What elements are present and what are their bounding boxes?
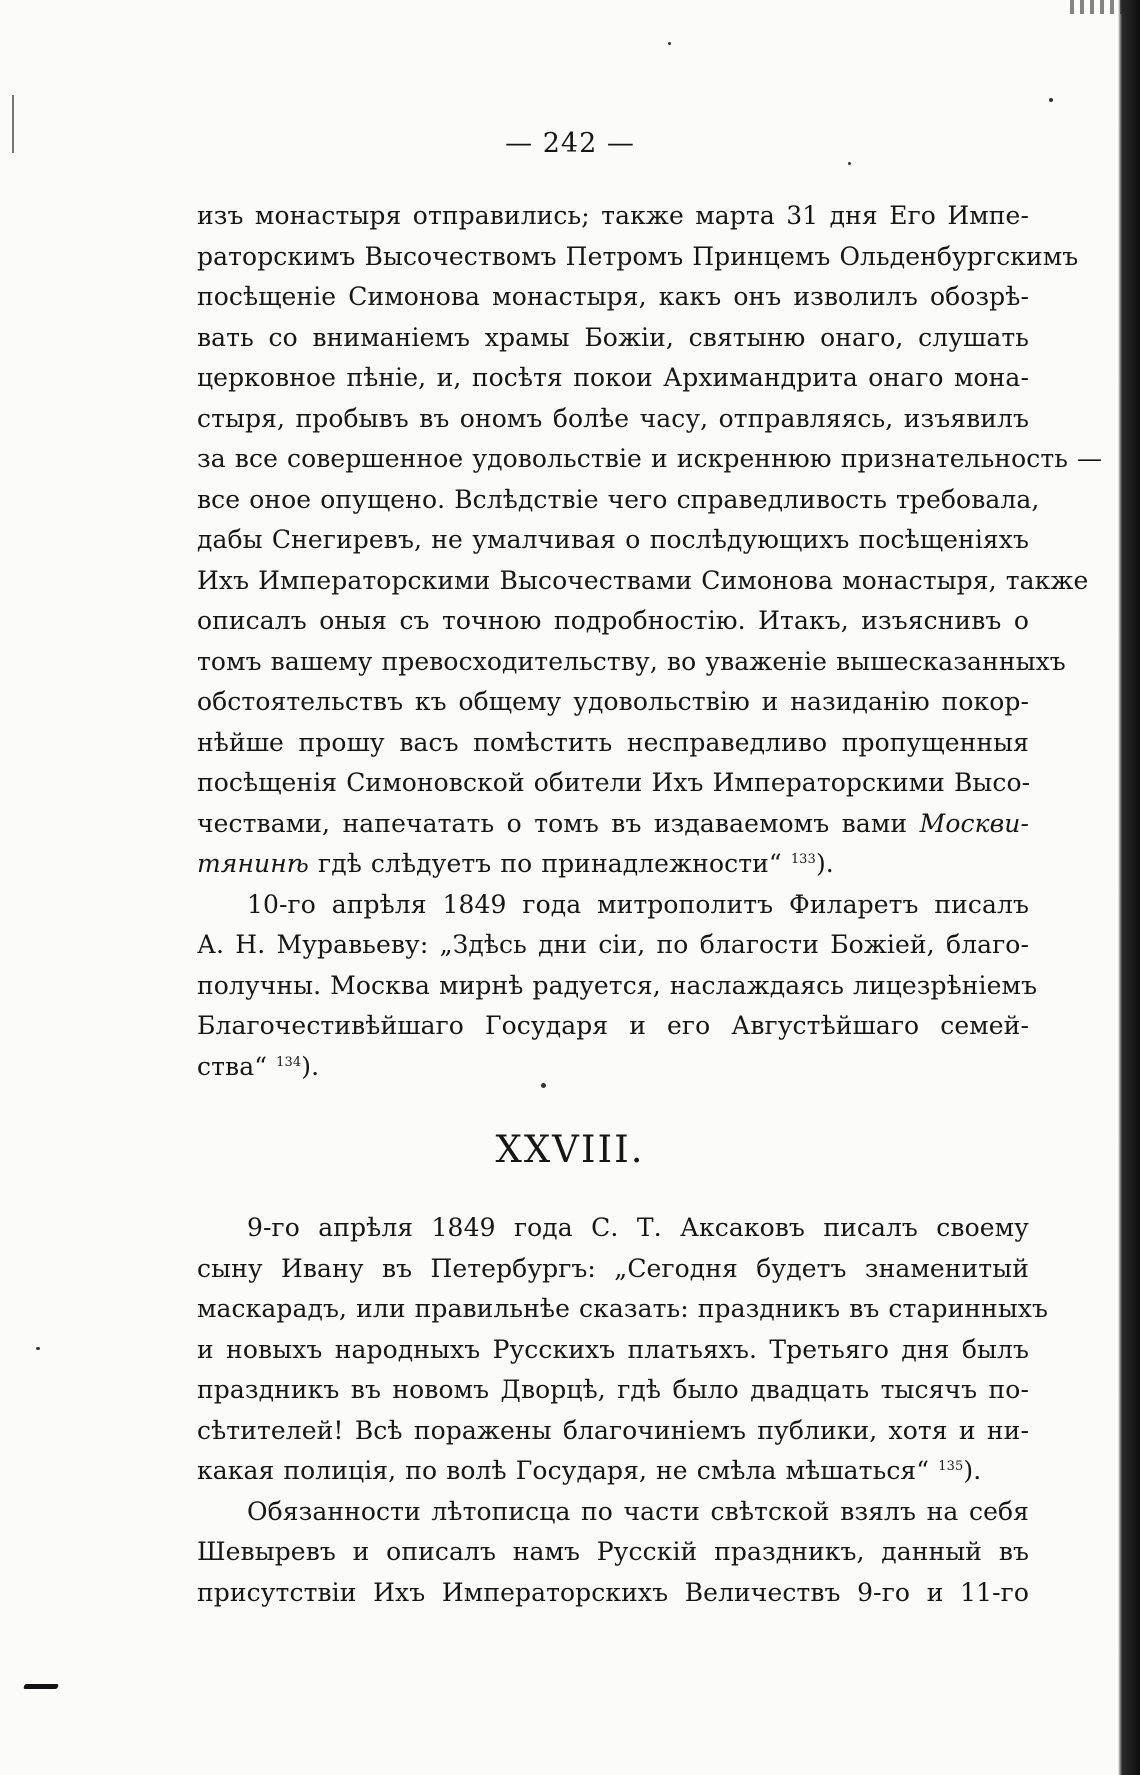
page-number: — 242 — — [505, 128, 635, 159]
text-run: гдѣ слѣдуетъ по принадлежности“ — [308, 849, 791, 878]
text-line: изъ монастыря отправились; также марта 31 дня Его Импе- — [197, 201, 1029, 230]
text-line: вать со вниманіемъ храмы Божіи, святыню онаго, слушать — [197, 322, 1029, 352]
text-line: Шевыревъ и описалъ намъ Русскій праздникъ, данный въ — [197, 1537, 1029, 1566]
text-line: маскарадъ, или правильнѣе сказать: праздникъ въ старинныхъ — [197, 1294, 1049, 1323]
text-line: церковное пѣніе, и, посѣтя покои Архимандрита онаго мона- — [197, 363, 1029, 392]
footnote-ref-133: 133 — [790, 852, 816, 867]
text-line: стыря, пробывъ въ ономъ болѣе часу, отправляясь, изъявилъ — [197, 403, 1029, 433]
text-line: 10-го апрѣля 1849 года митрополитъ Филаретъ писалъ — [247, 889, 1029, 919]
text-run: ства“ — [197, 1051, 277, 1081]
text-line: А. Н. Муравьеву: „Здѣсь дни сіи, по благости Божіей, благо- — [197, 930, 1029, 959]
footnote-ref-135: 135 — [938, 1459, 964, 1474]
chapter-heading: XXVIII. — [495, 1128, 645, 1171]
text-line: посѣщеніе Симонова монастыря, какъ онъ изволилъ обозрѣ- — [197, 282, 1029, 311]
text-line: и новыхъ народныхъ Русскихъ платьяхъ. Третьяго дня былъ — [197, 1334, 1029, 1364]
text-line: сыну Ивану въ Петербургъ: „Сегодня будетъ знаменитый — [197, 1253, 1029, 1283]
text-line: обстоятельствъ къ общему удовольствію и назиданію покор- — [197, 687, 1029, 716]
scan-speck — [1049, 98, 1053, 102]
text-line: описалъ оныя съ точною подробностію. Итакъ, изъяснивъ о — [197, 606, 1029, 635]
text-block-2 — [197, 1208, 1049, 1613]
text-run: ). — [815, 849, 834, 878]
text-line: Обязанности лѣтописца по части свѣтской взялъ на себя — [247, 1496, 1029, 1526]
text-line: посѣщенія Симоновской обители Ихъ Императорскими Высо- — [197, 768, 1031, 797]
italic-title: Москви- — [919, 808, 1030, 838]
italic-title: тянинѣ — [197, 849, 309, 878]
text-line: раторскимъ Высочествомъ Петромъ Принцемъ Ольденбургскимъ — [197, 241, 1079, 271]
scan-speck — [848, 162, 851, 165]
text-line: дабы Снегиревъ, не умалчивая о послѣдующихъ посѣщеніяхъ — [197, 525, 1029, 554]
scan-speck — [668, 42, 671, 45]
text-run: ). — [301, 1051, 320, 1081]
text-line — [197, 1047, 1029, 1088]
text-line: сѣтителей! Всѣ поражены благочиніемъ публики, хотя и ни- — [197, 1415, 1029, 1445]
text-run: ). — [963, 1456, 982, 1485]
text-line: получны. Москва мирнѣ радуется, наслаждаясь лицезрѣніемъ — [197, 970, 1038, 1000]
text-line: все оное опущено. Вслѣдствіе чего справедливость требовала, — [197, 484, 1040, 514]
text-line: присутствіи Ихъ Императорскихъ Величествъ 9-го и 11-го — [197, 1577, 1029, 1607]
text-line: томъ вашему превосходительству, во уваженіе вышесказанныхъ — [197, 646, 1066, 676]
text-line: Ихъ Императорскими Высочествами Симонова монастыря, также — [197, 565, 1089, 595]
text-line: нѣйше прошу васъ помѣстить несправедливо пропущенныя — [197, 727, 1029, 757]
text-line — [197, 844, 1029, 885]
scan-speck — [36, 1347, 40, 1350]
text-run: какая полиція, по волѣ Государя, не смѣла мѣшаться“ — [197, 1456, 939, 1485]
text-block-1 — [197, 196, 1103, 1087]
footnote-ref-134: 134 — [276, 1054, 302, 1070]
text-line: за все совершенное удовольствіе и искреннюю признательность — — [197, 444, 1103, 473]
page-binding-shadow — [1118, 0, 1140, 1775]
scan-margin-dash — [23, 1684, 59, 1689]
text-line — [197, 804, 1029, 845]
text-run: чествами, напечатать о томъ въ издаваемомъ вами — [197, 808, 908, 838]
text-line: Благочестивѣйшаго Государя и его Августѣйшаго семей- — [197, 1011, 1029, 1040]
text-line: 9-го апрѣля 1849 года С. Т. Аксаковъ писалъ своему — [247, 1213, 1029, 1242]
scan-noise-top-right — [1070, 0, 1130, 14]
text-line — [197, 1451, 1029, 1492]
text-line: праздникъ въ новомъ Дворцѣ, гдѣ было двадцать тысячъ по- — [197, 1375, 1029, 1404]
